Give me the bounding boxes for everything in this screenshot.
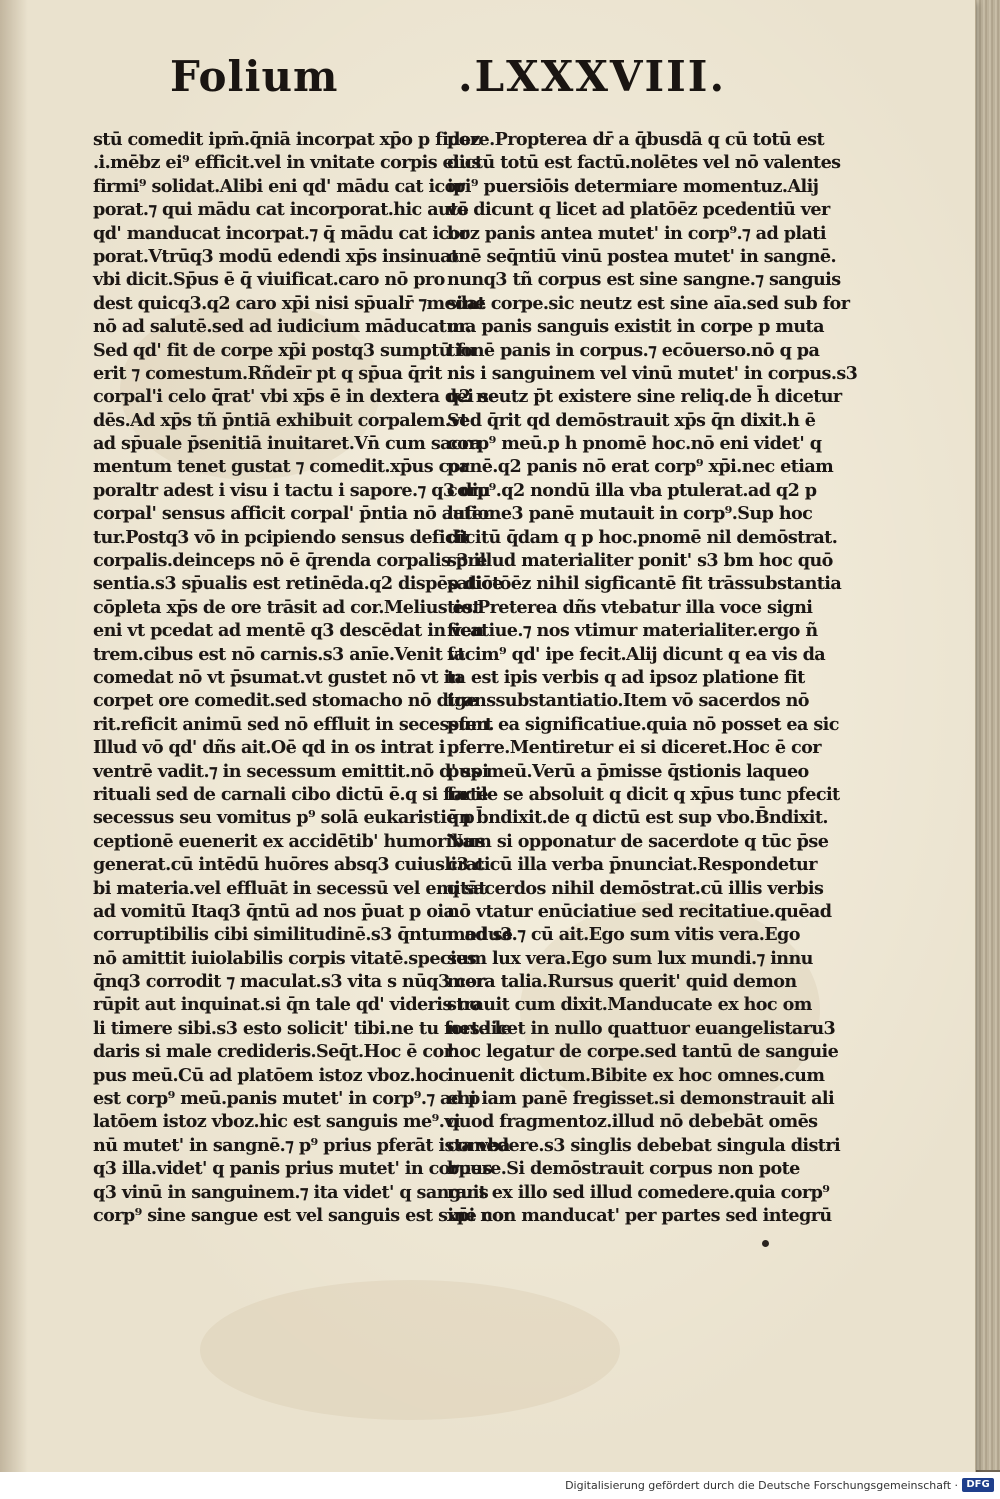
- text-line: nunq3 tñ corpus est sine sangne.⁊ sanguis: [447, 269, 841, 291]
- text-line: .i.mēbz ei⁹ efficit.vel in vnitate corpis eius: [93, 152, 481, 174]
- text-line: xp̄i non manducat' per partes sed integrū: [447, 1204, 832, 1226]
- text-line: porat.⁊ qui mādu cat incorporat.hic autē: [93, 199, 469, 221]
- text-line: tur.Postq3 vō in pcipiendo sensus deficit: [93, 526, 469, 548]
- text-line: li timere sibi.s3 esto solicit' tibi.ne tu forte le: [93, 1017, 512, 1039]
- text-line: eni iam panē fregisset.si demonstrauit ali: [447, 1088, 835, 1110]
- text-line: Illud vō qd' dñs ait.Oē qd in os intrat i: [93, 737, 445, 759]
- text-line: trem.cibus est nō carnis.s3 anīe.Venit vt: [93, 643, 465, 665]
- text-line: corpet ore comedit.sed stomacho nō dige: [93, 690, 477, 712]
- text-line: rit.reficit animū sed nō effluit in secessum.: [93, 713, 494, 735]
- text-line: onē seq̄ntiū vinū postea mutet' in sangnē.: [447, 245, 837, 267]
- text-line: q3 illa.videt' q panis prius mutet' in corpus: [93, 1158, 492, 1180]
- text-line: eni vt pcedat ad mentē q3 descēdat in ven: [93, 620, 484, 642]
- text-line: rant ex illo sed illud comedere.quia corp⁹: [447, 1181, 830, 1203]
- text-line: poraltr adest i visu i tactu i sapore.⁊ q3 diu: [93, 479, 491, 501]
- text-line: corp⁹ meū.p h pnomē hoc.nō eni videt' q: [447, 433, 822, 455]
- text-line: qd' manducat incorpat.⁊ q̄ mādu cat icor: [93, 222, 469, 244]
- header-folium: Folium: [170, 52, 339, 101]
- text-line: nō amittit iuiolabilis corpis vitatē.species: [93, 947, 477, 969]
- funding-notice: Digitalisierung gefördert durch die Deutsche Forschungsgemeinschaft ·: [565, 1479, 958, 1492]
- text-line: facim⁹ qd' ipe fecit.Alij dicunt q ea vis da: [447, 643, 826, 665]
- text-line: sum lux vera.Ego sum lux mundi.⁊ innu: [447, 947, 813, 969]
- text-line: nō ad salutē.sed ad iudicium māducatur.: [93, 316, 471, 338]
- text-line: buere.Si demōstrauit corpus non pote: [447, 1158, 800, 1180]
- text-line: comedere.s3 singlis debebat singula distri: [447, 1134, 841, 1156]
- text-line: ad sp̄uale p̄senitiā inuitaret.Vn̄ cum sacra: [93, 433, 481, 455]
- folio-number: .LXXXVIII.: [458, 52, 727, 101]
- text-line: dicitū q̄dam q p hoc.pnomē nil demōstrat.: [447, 526, 838, 548]
- text-line: daris si male credideris.Seq̄t.Hoc ē cor: [93, 1041, 453, 1063]
- text-line: quod fragmentoz.illud nō debebāt omēs: [447, 1111, 818, 1133]
- text-line: latōem istoz vboz.hic est sanguis me⁹.vi: [93, 1111, 460, 1133]
- text-line: bi materia.vel effluāt in secessū vel emitāt: [93, 877, 486, 899]
- text-line: Nam si opponatur de sacerdote q tūc p̄se: [447, 830, 829, 852]
- text-line: pferre.Mentiretur ei si diceret.Hoc ē cor: [447, 737, 821, 759]
- text-line: panē.q2 panis nō erat corp⁹ xp̄i.nec etiam: [447, 456, 834, 478]
- text-line: pus meū.Verū a p̄misse q̄stionis laqueo: [447, 760, 809, 782]
- text-line: sine corpe.sic neutz est sine aīa.sed sub for: [447, 292, 850, 314]
- text-line: corruptibilis cibi similitudinē.s3 q̄ntum ad se: [93, 924, 513, 946]
- footer-bar: [0, 1472, 1000, 1499]
- text-line: pore.Propterea dr̄ a q̄busdā q cū totū est: [447, 129, 825, 150]
- text-line: modu3.⁊ cū ait.Ego sum vitis vera.Ego: [447, 924, 800, 946]
- text-line: corpal'i celo q̄rat' vbi xp̄s ē in dextera dei se: [93, 386, 499, 408]
- text-line: cōpleta xp̄s de ore trāsit ad cor.Melius est: [93, 596, 481, 618]
- text-line: ceptionē euenerit ex accidētib' humoribus: [93, 830, 485, 852]
- text-line: nis i sanguinem vel vinū mutet' in corpus.s3: [447, 362, 858, 384]
- text-line: mera talia.Rursus querit' quid demon: [447, 971, 797, 993]
- text-line: tionē panis in corpus.⁊ ecōuerso.nō q pa: [447, 339, 820, 361]
- text-line: hoc legatur de corpe.sed tantū de sanguie: [447, 1041, 839, 1063]
- text-line: q sacerdos nihil demōstrat.cū illis verbis: [447, 877, 824, 899]
- text-line: est corp⁹ meū.panis mutet' in corp⁹.⁊ ad p: [93, 1088, 480, 1110]
- text-line: transsubstantiatio.Item vō sacerdos nō: [447, 690, 809, 712]
- ink-mark: [762, 1240, 769, 1247]
- text-line: vbi dicit.Sp̄us ē q̄ viuificat.caro nō pro: [93, 269, 445, 291]
- text-line: dēs.Ad xp̄s tñ p̄ntiā exhibuit corpalem.vt: [93, 409, 468, 431]
- text-line: facile se absoluit q dicit q xp̄us tunc pfecit: [447, 783, 840, 805]
- text-line: nō vtatur enūciatiue sed recitatiue.quēad: [447, 900, 832, 922]
- text-line: ta est ipis verbis q ad ipsoz platione fit: [447, 666, 805, 688]
- text-line: q̄nq3 corrodit ⁊ maculat.s3 vita s nūq3 cor: [93, 971, 486, 993]
- text-line: p dictōēz nihil sigficantē fit trāssubstantia: [447, 573, 842, 595]
- paper-stain: [200, 1280, 620, 1420]
- text-line: rūpit aut inquinat.si q̄n tale qd' videris no: [93, 994, 481, 1016]
- text-column-left: [93, 128, 513, 1227]
- text-line: nū mutet' in sangnē.⁊ p⁹ prius pferāt ista vba: [93, 1134, 510, 1156]
- text-line: crat cū illa verba p̄nunciat.Respondetur: [447, 854, 817, 876]
- text-line: Sed qd' fit de corpe xp̄i postq3 sumptū fu: [93, 339, 476, 361]
- text-line: firmi⁹ solidat.Alibi eni qd' mādu cat icor: [93, 175, 465, 197]
- text-line: ficatiue.⁊ nos vtimur materialiter.ergo ñ: [447, 620, 818, 642]
- text-line: q2 neutz p̄t existere sine reliq.de h̄ dicetur: [447, 386, 842, 408]
- text-line: stū comedit ipm̄.q̄niā incorpat xp̄o p fidez: [93, 129, 480, 150]
- text-line: strauit cum dixit.Manducate ex hoc om: [447, 994, 812, 1016]
- text-line: Sed q̄rit qd demōstrauit xp̄s q̄n dixit.h ē: [447, 409, 816, 431]
- text-line: tio.Preterea dñs vtebatur illa voce signi: [447, 596, 813, 618]
- text-line: porat.Vtrūq3 modū edendi xp̄s insinuat: [93, 245, 459, 267]
- text-line: q3 vinū in sanguinem.⁊ ita videt' q sanguis: [93, 1181, 489, 1203]
- dfg-logo: DFG: [962, 1478, 994, 1492]
- text-line: vō dicunt q licet ad platōēz pcedentiū ver: [447, 199, 830, 221]
- text-line: pus meū.Cū ad platōem istoz vboz.hoc: [93, 1064, 449, 1086]
- text-line: secessus seu vomitus p⁹ solā eukaristie p: [93, 807, 475, 829]
- text-line: ipi⁹ puersiōis determiare momentuz.Alij: [447, 175, 819, 197]
- text-line: corp⁹.q2 nondū illa vba ptulerat.ad q2 p: [447, 479, 817, 501]
- text-line: comedat nō vt p̄sumat.vt gustet nō vt in: [93, 666, 462, 688]
- text-line: corpal' sensus afficit corpal' p̄ntia nō aufer: [93, 503, 492, 525]
- text-line: ad vomitū Itaq3 q̄ntū ad nos p̄uat p oia: [93, 900, 455, 922]
- text-line: corp⁹ sine sangue est vel sanguis est sine cor: [93, 1204, 512, 1226]
- text-line: rituali sed de carnali cibo dictū ē.q si forte: [93, 783, 489, 805]
- text-line: q̄n b̄ndixit.de q dictū est sup vbo.B̄ndixit.: [447, 807, 828, 829]
- text-line: s3 illud materialiter ponit' s3 bm hoc quō: [447, 550, 833, 572]
- text-column-right: [447, 128, 858, 1227]
- running-header: [0, 52, 975, 112]
- text-line: latione3 panē mutauit in corp⁹.Sup hoc: [447, 503, 813, 525]
- text-line: inuenit dictum.Bibite ex hoc omnes.cum: [447, 1064, 825, 1086]
- text-line: ventrē vadit.⁊ in secessum emittit.nō d' spi: [93, 760, 489, 782]
- text-line: corpalis.deinceps nō ē q̄renda corpalis pre: [93, 550, 487, 572]
- text-line: boz panis antea mutet' in corp⁹.⁊ ad plati: [447, 222, 826, 244]
- text-line: generat.cū intēdū huōres absq3 cuiusli3 ci: [93, 854, 490, 876]
- text-line: nes.licet in nullo quattuor euangelistaru3: [447, 1017, 836, 1039]
- text-line: dest quicq3.q2 caro xp̄i nisi sp̄ualr̄ ⁊medat: [93, 292, 486, 314]
- text-line: pfert ea significatiue.quia nō posset ea sic: [447, 713, 839, 735]
- text-line: erit ⁊ comestum.Rñdeīr pt q sp̄ua q̄rit: [93, 362, 442, 384]
- text-line: ma panis sanguis existit in corpe p muta: [447, 316, 824, 338]
- text-line: sentia.s3 sp̄ualis est retinēda.q2 dispēsatiōe: [93, 573, 503, 595]
- text-line: dictū totū est factū.nolētes vel nō valentes: [447, 152, 841, 174]
- text-line: mentum tenet gustat ⁊ comedit.xp̄us cor: [93, 456, 469, 478]
